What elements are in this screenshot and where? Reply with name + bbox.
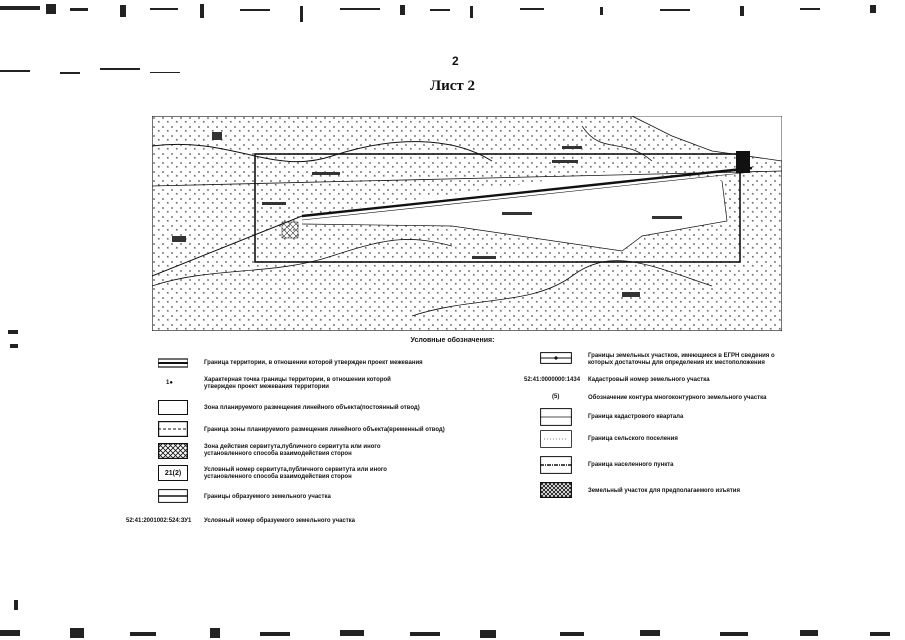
legend-text-servitude-number: Условный номер сервитута,публичного сервитута или иного установленного способа взаимодействия сторон [204, 467, 387, 480]
legend-text-territory-border: Граница территории, в отношении которой утвержден проект межевания [204, 360, 423, 366]
legend-text-cadastral-number: Кадастровый номер земельного участка [588, 377, 710, 383]
legend-text-servitude-zone: Зона действия сервитута,публичного сервитута или иного установленного способа взаимодействия сторон [204, 444, 381, 457]
cadastral-number-code: 52:41:0000000:1434 [524, 377, 581, 383]
numbered-box-icon: 21(2) [158, 465, 188, 481]
parcel-number-code: 52:41:2001002:524:ЗУ1 [126, 518, 192, 524]
legend-title: Условные обозначения: [410, 337, 495, 344]
settlement-border-icon [540, 430, 572, 448]
point-marker-icon: 1● [166, 380, 173, 386]
double-line-icon [158, 358, 188, 368]
cadastral-map [152, 116, 782, 331]
contour-number-code: (5) [552, 394, 560, 400]
legend-text-egrn-line1: Границы земельных участков, имеющиеся в ЕГРН сведения о которых достаточны для определения их местоположения [588, 353, 775, 366]
legend-text-temporary-zone: Граница зоны планируемого размещения линейного объекта(временный отвод) [204, 427, 445, 433]
egrn-border-icon [540, 352, 572, 364]
legend-text-parcel-border: Границы образуемого земельного участка [204, 494, 331, 500]
sheet-title: Лист 2 [429, 78, 476, 94]
legend-text-settlement-border: Граница сельского поселения [588, 436, 678, 442]
quarter-border-icon [540, 408, 572, 426]
legend-text-characteristic-point: Характерная точка границы территории, в отношении которой утвержден проект межевания территории [204, 377, 391, 390]
page-number: 2 [452, 54, 459, 68]
legend-text-permanent-zone: Зона планируемого размещения линейного объекта(постоянный отвод) [204, 405, 420, 411]
legend-text-parcel-number: Условный номер образуемого земельного участка [204, 518, 356, 524]
seizure-box-icon [540, 482, 572, 498]
dashed-box-icon [158, 421, 188, 437]
legend-text-contour-number: Обозначение контура многоконтурного земельного участка [588, 395, 767, 401]
legend-text-egrn-border [588, 353, 788, 367]
crosshatch-box-icon [158, 443, 188, 459]
parcel-border-icon [158, 489, 188, 503]
legend-text-seizure: Земельный участок для предполагаемого изъятия [588, 488, 740, 494]
legend-text-locality-border: Граница населенного пункта [588, 462, 674, 468]
empty-box-icon [158, 400, 188, 415]
locality-border-icon [540, 456, 572, 474]
legend-text-quarter-border: Граница кадастрового квартала [588, 414, 684, 420]
